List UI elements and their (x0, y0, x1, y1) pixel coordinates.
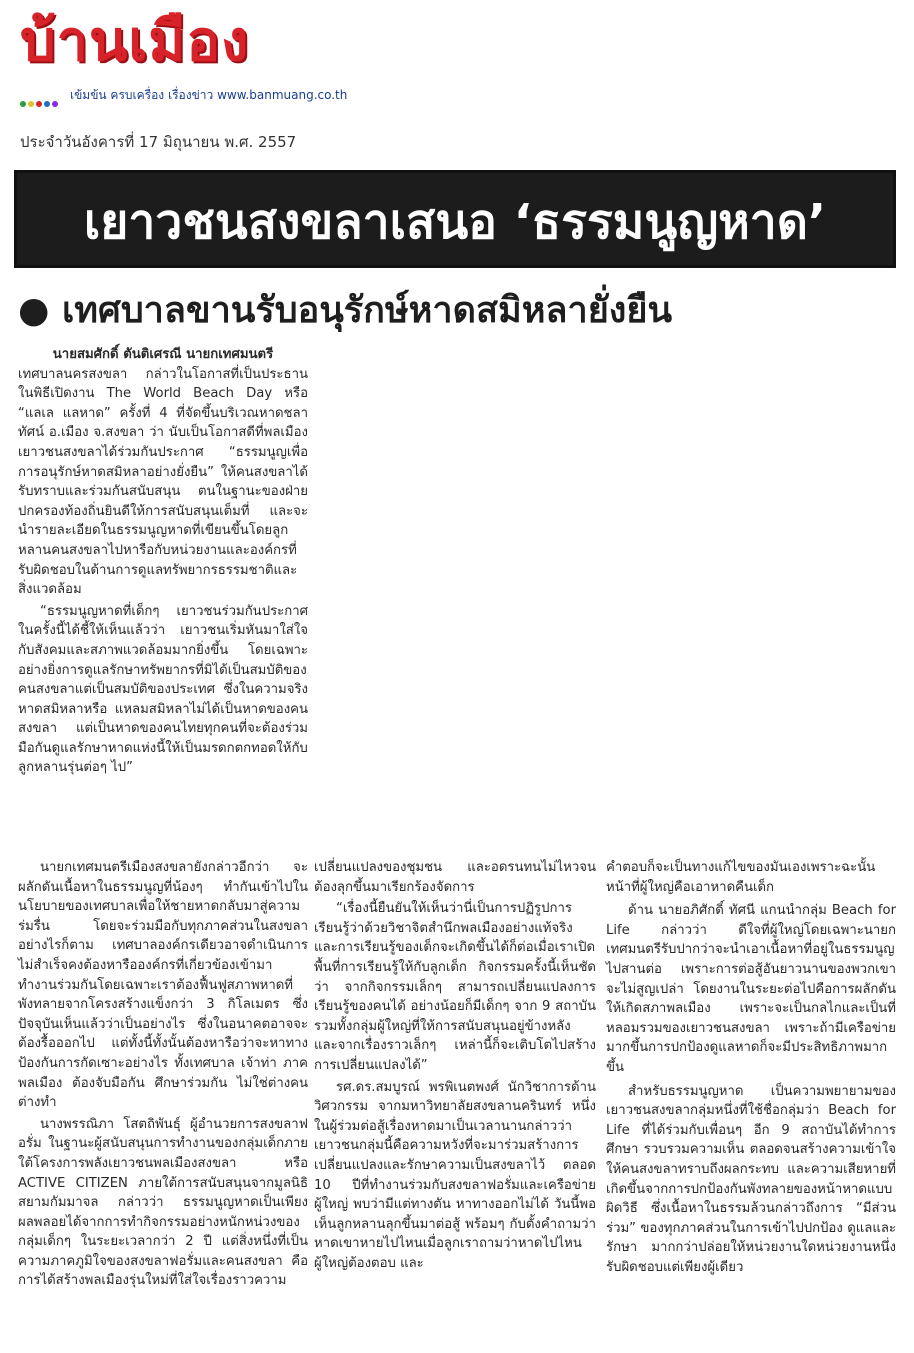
dot-2 (28, 101, 34, 107)
masthead-tagline: เข้มข้น ครบเครื่อง เรื่องข่าว www.banmuang.co.th (70, 88, 348, 102)
dot-3 (36, 101, 42, 107)
article-photo (314, 345, 900, 853)
subheadline: ● เทศบาลขานรับอนุรักษ์หาดสมิหลายั่งยืน (18, 290, 673, 331)
dateline: ประจำวันอังคารที่ 17 มิถุนายน พ.ศ. 2557 (20, 133, 297, 151)
logo-dots-decoration (20, 92, 60, 111)
byline: นายสมศักดิ์ ตันติเศรณี นายกเทศมนตรี (52, 347, 274, 362)
newspaper-logo: บ้านเมือง (20, 9, 250, 74)
paragraph: สำหรับธรรมนูญหาด เป็นความพยายามของเยาวชนสงขลากลุ่มหนึ่งที่ใช้ชื่อกลุ่มว่า Beach for Life ที่ได้ร่วมกับเพื่อนๆ อีก 9 สถาบันได้ทำการศึกษา รวบรวมความเห็น ตลอดจนสร้างความเข้าใจให้คนสงขลาทราบถึงผลกระทบ และความเสียหายที่เกิดขึ้นจากการปกป้องกันพังทลายของหน้าหาดแบบผิดวิธี ซึ่งเนื้อหาในธรรมล้วนกล่าวถึงการ “มีส่วนร่วม” ของทุกภาคส่วนในการเข้าไปปกป้อง ดูแลและรักษา มากกว่าปล่อยให้หน่วยงานใดหน่วยงานหนึ่งรับผิดชอบแต่เพียงผู้เดียว (606, 1083, 896, 1275)
dot-5 (52, 101, 58, 107)
paragraph: “ธรรมนูญหาดที่เด็กๆ เยาวชนร่วมกันประกาศในครั้งนี้ได้ชี้ให้เห็นแล้วว่า เยาวชนเริ่มหันมาใส่ใจกับสังคมและสภาพแวดล้อมมากยิ่งขึ้น โดยเฉพาะอย่างยิ่งการดูแลรักษาทรัพยากรที่มิได้เป็นสมบัติของคนสงขลาแต่เป็นสมบัติของประเทศ ซึ่งในความจริงหาดสมิหลาหรือ แหลมสมิหลาไม่ได้เป็นหาดของคนสงขลา แต่เป็นหาดของคนไทยทุกคนที่จะต้องร่วมมือกันดูแลรักษาหาดแห่งนี้ให้เป็นมรดกตกทอดให้กับลูกหลานรุ่นต่อๆ ไป” (18, 603, 308, 776)
paragraph: คำตอบก็จะเป็นทางแก้ไขของมันเองเพราะฉะนั้นหน้าที่ผู้ใหญ่คือเอาหาดคืนเด็ก (606, 860, 876, 895)
dot-4 (44, 101, 50, 107)
paragraph: เปลี่ยนแปลงของชุมชน และอดรนทนไม่ไหวจนต้องลุกขึ้นมาเรียกร้องจัดการ (314, 860, 596, 895)
article-column-1-top (18, 345, 308, 778)
paragraph: นายกเทศมนตรีเมืองสงขลายังกล่าวอีกว่า จะผลักดันเนื้อหาในธรรมนูญที่น้องๆ ทำกันเข้าไปในนโยบายของเทศบาลเพื่อให้ชายหาดกลับมาสู่ความร่มรื่น โดยจะร่วมมือกับทุกภาคส่วนในสงขลา อย่างไรก็ตาม เทศบาลองค์กรเดียวอาจดำเนินการไม่สำเร็จคงต้องหารือองค์กรที่เกี่ยวข้องเข้ามาทำงานร่วมกันโดยเฉพาะเราต้องฟื้นฟูสภาพหาดที่พังทลายจากโครงสร้างแข็งกว่า 3 กิโลเมตร ซึ่งปัจจุบันเห็นแล้วว่าเป็นอย่างไร ซึ่งในอนาคตอาจจะต้องรื้อออกไป แต่ทั้งนี้ทั้งนั้นต้องหารือว่าจะหาทางป้องกันการกัดเซาะอย่างไร ทั้งเทศบาล เจ้าท่า ภาคพลเมือง ต้องจับมือกัน ศึกษาร่วมกัน ไม่ใช่ต่างคนต่างทำ (18, 860, 308, 1111)
article-column-2 (314, 858, 596, 1273)
headline: เยาวชนสงขลาเสนอ ‘ธรรมนูญหาด’ (14, 170, 896, 268)
paragraph: เทศบาลนครสงขลา กล่าวในโอกาสที่เป็นประธานในพิธีเปิดงาน The World Beach Day หรือ “แลเล แลหาด” ครั้งที่ 4 ที่จัดขึ้นบริเวณหาดชลาทัศน์ อ.เมือง จ.สงขลา ว่า นับเป็นโอกาสดีที่พลเมืองเยาวชนสงขลาได้ร่วมกันประกาศ “ธรรมนูญเพื่อการอนุรักษ์หาดสมิหลาอย่างยั่งยืน” ให้คนสงขลาได้รับทราบและร่วมกันสนับสนุน ตนในฐานะของฝ่ายปกครองท้องถิ่นยินดีให้การสนับสนุนเต็มที่ และจะนำรายละเอียดในธรรมนูญหาดที่เขียนขึ้นโดยลูกหลานคนสงขลาไปหารือกับหน่วยงานและองค์กรที่รับผิดชอบในด้านการดูแลทรัพยากรธรรมชาติและสิ่งแวดล้อม (18, 366, 308, 598)
paragraph: รศ.ดร.สมบูรณ์ พรพิเนตพงศ์ นักวิชาการด้านวิศวกรรม จากมหาวิทยาลัยสงขลานครินทร์ หนึ่งในผู้ร่วมต่อสู้เรื่องหาดมาเป็นเวลานานกล่าวว่า เยาวชนกลุ่มนี้คือความหวังที่จะมาร่วมสร้างการเปลี่ยนแปลงและรักษาความเป็นสงขลาไว้ ตลอด 10 ปีที่ทำงานร่วมกับสงขลาฟอรั่มและเครือข่ายผู้ใหญ่ พบว่ามีแต่ทางตัน หาทางออกไม่ได้ วันนี้พอเห็นลูกหลานลุกขึ้นมาต่อสู้ พร้อมๆ กับตั้งคำถามว่าหาดเขาหายไปไหนเมื่อลูกเราถามว่าหาดไปไหนผู้ใหญ่ต้องตอบ และ (314, 1079, 596, 1271)
article-column-1-bottom (18, 858, 308, 1291)
dot-1 (20, 101, 26, 107)
masthead (20, 8, 380, 108)
paragraph: ด้าน นายอภิศักดิ์ ทัศนี แกนนำกลุ่ม Beach for Life กล่าวว่า ดีใจที่ผู้ใหญ่โดยเฉพาะนายกเทศมนตรีรับปากว่าจะนำเอาเนื้อหาที่อยู่ในธรรมนูญไปสานต่อ เพราะการต่อสู้อันยาวนานของพวกเขาจะไม่สูญเปล่า โดยงานในระยะต่อไปคือการผลักดันให้เกิดสภาพลเมือง เพราะจะเป็นกลไกและเป็นที่หลอมรวมของเยาวชนสงขลา เพราะถ้ามีเครือข่ายมากขึ้นการปกป้องดูแลหาดก็จะมีประสิทธิภาพมากขึ้น (606, 903, 896, 1075)
paragraph: นางพรรณิภา โสตถิพันธุ์ ผู้อำนวยการสงขลาฟอรั่ม ในฐานะผู้สนับสนุนการทำงานของกลุ่มเด็กภายใต้โครงการพลังเยาวชนพลเมืองสงขลา หรือ ACTIVE CITIZEN ภายใต้การสนับสนุนจากมูลนิธิสยามกัมมาจล กล่าวว่า ธรรมนูญหาดเป็นเพียงผลพลอยได้จากการทำกิจกรรมอย่างหนักหน่วงของกลุ่มเด็กๆ ในระยะเวลากว่า 2 ปี แต่สิ่งหนึ่งที่เป็นความภาคภูมิใจของสงขลาฟอรั่มและคนสงขลา คือการได้สร้างพลเมืองรุ่นใหม่ที่ใส่ใจเรื่องราวความ (18, 1116, 308, 1289)
paragraph: “เรื่องนี้ยืนยันให้เห็นว่านี่เป็นการปฏิรูปการเรียนรู้ว่าด้วยวิชาจิตสำนึกพลเมืองอย่างแท้จริง และการเรียนรู้ของเด็กจะเกิดขึ้นได้ก็ต่อเมื่อเราเปิดพื้นที่การเรียนรู้ให้กับลูกเด็ก กิจกรรมครั้งนี้เห็นชัดว่า จากกิจกรรมเล็กๆ สามารถเปลี่ยนแปลงการเรียนรู้ของคนได้ อย่างน้อยก็มีเด็กๆ จาก 9 สถาบันรวมทั้งกลุ่มผู้ใหญ่ที่ให้การสนับสนุนอยู่ข้างหลัง และจากเรื่องราวเล็กๆ เหล่านี้ก็จะเติบโตไปสร้างการเปลี่ยนแปลงได้” (314, 901, 596, 1073)
article-column-3 (606, 858, 896, 1277)
